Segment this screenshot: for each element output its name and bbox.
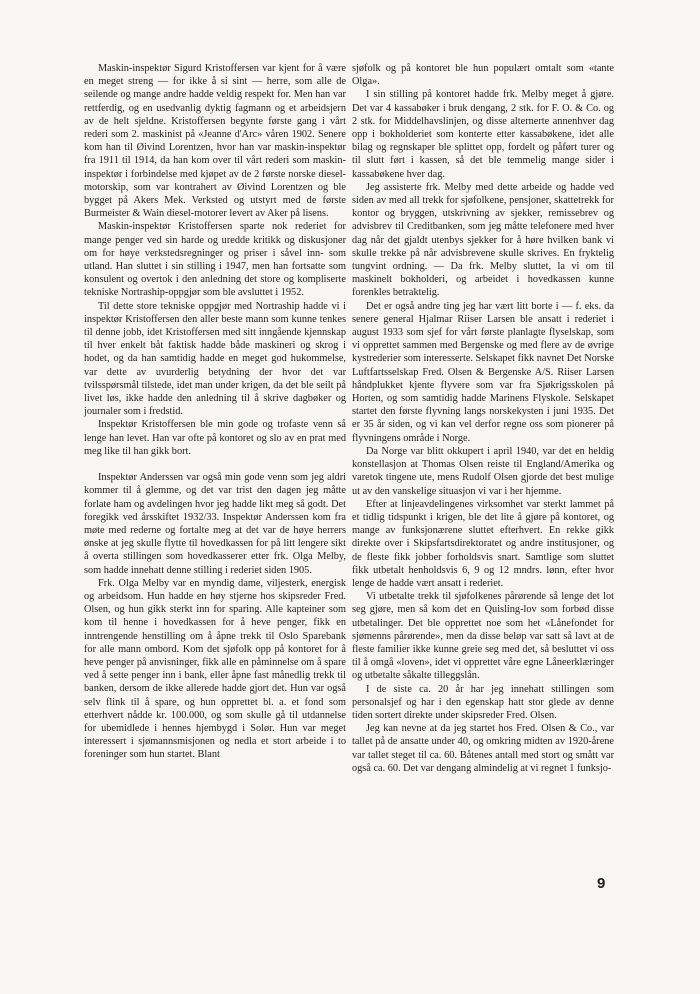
section-gap (84, 458, 346, 471)
paragraph-olga-melby: Frk. Olga Melby var en myndig dame, viljesterk, energisk og arbeidsom. Hun hadde en høy stjerne hos skipsreder Fred. Olsen, og hun gikk sterkt inn for sparing. Alle kapteiner som kom til henne i hovedkassen for å heve penger, fikk en inntrengende henstilling om å åpne trekk til Oslo Sparebank for alle mann ombord. Kom det sjøfolk opp på kontoret for å heve penger på anvisninger, fikk alle en påminnelse om å spare ved å sette penger inn i bank, eller åpne fast månedlig trekk til banken, dersom de ikke allerede hadde gjort det. Hun var også selv flink til å spare, og hun opprettet bl. a. et fond som etterhvert nådde kr. 100.000, og som skulle gå til utdannelse for ubemidlede i hennes hjembygd i Solør. Hun var meget interessert i sjømannsmisjonen og nedla et stort arbeide i to foreninger som hun startet. Blant (84, 577, 346, 761)
paragraph-anderssen: Inspektør Anderssen var også min gode venn som jeg aldri kommer til å glemme, og det var trist den dagen jeg måtte forlate ham og avdelingen hvor jeg hadde likt meg så godt. Det foregikk ved årsskiftet 1932/33. Inspektør Anderssen kom fra møte med rederne og fortalte meg at det var de høye herrers ønske at jeg skulle flytte til hovedkassen for på litt lengere sikt å overta stillingen som hovedkasserer etter frk. Olga Melby, som hadde innehatt denne stilling i rederiet siden 1905. (84, 472, 346, 576)
paragraph-nortraship-settlement: Til dette store tekniske oppgjør med Nortraship hadde vi i inspektør Kristoffersen den aller beste mann som kunne tenkes til denne jobb, idet Kristoffersen med sitt inngående kjennskap til hver enkelt båt faktisk hadde både maskineri og skrog i hodet, og da han samtidig hadde en meget god hukommelse, var dette av uvurderlig betydning der hvor det var tvilsspørsmål tilstede, idet man under krigen, da det ble seilt på livet løs, ikke hadde den anledning til å skrive dagbøker og journaler som i fredstid. (84, 300, 346, 418)
paragraph-assisting-melby: Jeg assisterte frk. Melby med dette arbeide og hadde ved siden av med all trekk for sjøfolkene, pensjoner, skattetrekk for kontor og bryggen, utskrivning av sjekker, remissebrev og advisbrev til Creditbanken, som jeg måtte telefonere med hver dag når det gjaldt utenbys sjekker for å høre hvilken bank vi skulle trekke på når advisbrevene skulle skrives. En fryktelig tungvint ordning. — Da frk. Melby sluttet, la vi om til maskinelt bokholderi, og arbeidet i hovedkassen kunne forenkles betraktelig. (352, 181, 614, 299)
left-column (84, 62, 346, 762)
right-column (352, 62, 614, 775)
paragraph-kassabøker: I sin stilling på kontoret hadde frk. Melby meget å gjøre. Det var 4 kassabøker i bruk dengang, 2 stk. for F. O. & Co. og 2 stk. for Middelhavslinjen, og disse alternerte annenhver dag opp i bokholderiet som konterte etter kassabøkene, idet alle bilag og regnskaper ble splittet opp, fordelt og påført turer og til slutt ført i kassen, så det ble temmelig mange sider i kassabøkene hver dag. (352, 89, 614, 180)
paragraph-kristoffersen-friend: Inspektør Kristoffersen ble min gode og trofaste venn så lenge han levet. Han var ofte på kontoret og slo av en prat med meg like til han gikk bort. (84, 419, 346, 457)
page-number: 9 (597, 875, 606, 892)
paragraph-tante-olga: sjøfolk og på kontoret ble hun populært omtalt som «tante Olga». (352, 63, 614, 88)
paragraph-kristoffersen-savings: Maskin-inspektør Kristoffersen sparte nok rederiet for mange penger ved sin harde og uredde kritikk og diskusjoner om for høye verkstedsregninger og priser i såvel inn- som utland. Han sluttet i sin stilling i 1947, men han fortsatte som konsulent og overtok i den anledning det store og kompliserte tekniske Nortraship-oppgjør som ble avsluttet i 1952. (84, 221, 346, 299)
paragraph-kristoffersen-intro: Maskin-inspektør Sigurd Kristoffersen var kjent for å være en meget streng — for ikke å si sint — herre, som alle de seilende og mange andre hadde veldig respekt for. Men han var rettferdig, og en usedvanlig dyktig fagmann og et arbeidsjern av de helt sjeldne. Kristoffersen begynte første gang i vårt rederi som 2. maskinist på «Jeanne d'Arc» våren 1902. Senere kom han til Øivind Lorentzen, hvor han var maskin-inspektør fra 1911 til 1914, da han kom over til vårt rederi som maskin-inspektør i forbindelse med kjøpet av de 2 første norske diesel-motorskip, som var kontrahert av Øivind Lorentzen og ble bygget på Akers Mek. Verksted og utstyrt med de første Burmeister & Wain diesel-motorer levert av Aker på lisens. (84, 63, 346, 220)
paragraph-flyselskap: Det er også andre ting jeg har vært litt borte i — f. eks. da senere general Hjalmar Riiser Larsen ble ansatt i rederiet i august 1933 som sjef for vårt første planlagte flyselskap, som vi opprettet sammen med Bergenske og med flere av de øvrige kystrederier som interesserte. Selskapet fikk navnet Det Norske Luftfartsselskap Fred. Olsen & Bergenske A/S. Riiser Larsen håndplukket kjente flyvere som var fra Sjøkrigsskolen på Horten, og som samtidig hadde Marinens Flyskole. Selskapet startet den første flyvning langs norskekysten i juni 1935. Det er 35 år siden, og vi kan vel derfor regne oss som pionerer på flyvningens område i Norge. (352, 300, 614, 444)
paragraph-quisling-law: Vi utbetalte trekk til sjøfolkenes pårørende så lenge det lot seg gjøre, men så kom det en Quisling-lov som forbød disse utbetalinger. Det ble opprettet noe som het «Lånefondet for sjømenns pårørende», men da disse beløp var satt så lavt at de fleste familier ikke kunne greie seg med det, så besluttet vi oss til å omgå «loven», idet vi opprettet våre egne Låneerklæringer og utbetalte såkalte tilleggslån. (352, 591, 614, 682)
paragraph-personalsjef: I de siste ca. 20 år har jeg innehatt stillingen som personalsjef og har i den egenskap hatt stor glede av denne tiden sortert direkte under skipsreder Fred. Olsen. (352, 683, 614, 721)
paragraph-occupation-1940: Da Norge var blitt okkupert i april 1940, var det en heldig konstellasjon at Thomas Olsen reiste til England/Amerika og varetok tingene ute, mens Rudolf Olsen gjorde det best mulige ut av den vanskelige situasjon vi var i her hjemme. (352, 445, 614, 497)
paragraph-employee-count: Jeg kan nevne at da jeg startet hos Fred. Olsen & Co., var tallet på de ansatte under 40, og omkring midten av 1920-årene var tallet steget til ca. 60. Båtenes antall med stort og smått var også ca. 60. Det var dengang almindelig at vi regnet 1 funksjo- (352, 723, 614, 774)
paragraph-war-office: Efter at linjeavdelingenes virksomhet var sterkt lammet på et tidlig tidspunkt i krigen, ble det lite å gjøre på kontoret, og mange av funksjonærene sluttet efterhvert. En rekke gikk direkte over i Skipsfartsdirektoratet og andre institusjoner, og de fleste fikk jobber forholdsvis snart. Samtlige som sluttet fikk utbetalt henholdsvis 6, 9 og 12 mndrs. lønn, efter hvor lenge de hadde vært ansatt i rederiet. (352, 498, 614, 589)
